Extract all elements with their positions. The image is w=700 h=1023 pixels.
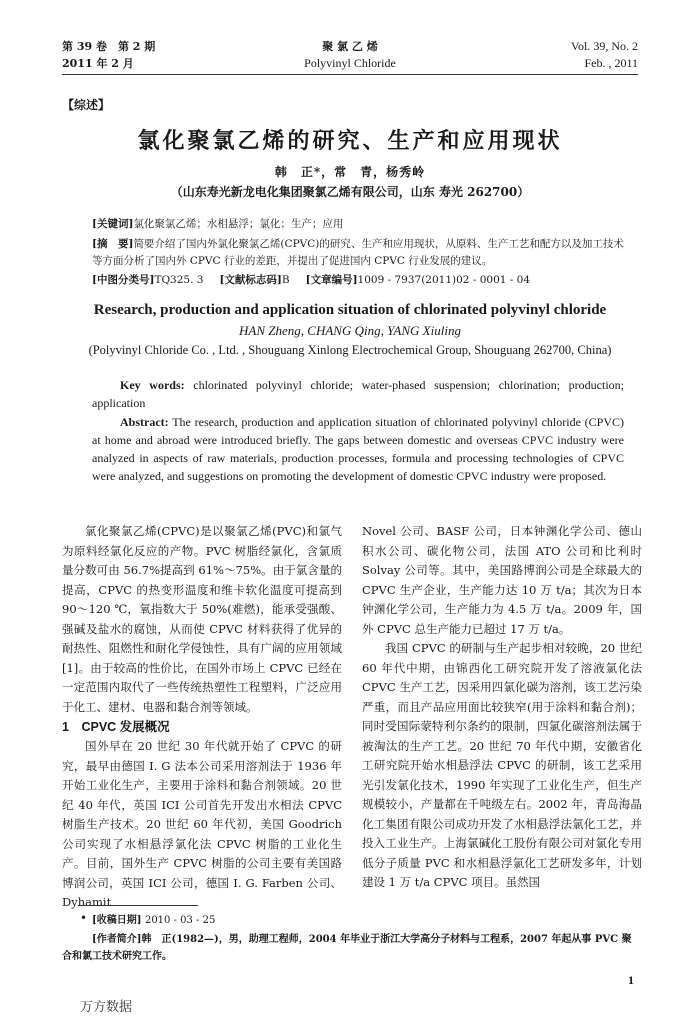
doc-code-value: B: [281, 274, 290, 286]
authors-zh: 韩 正*，常 青，杨秀岭: [274, 165, 426, 179]
volume-issue-zh: 第 39 卷 第 2 期: [62, 40, 156, 53]
abstract-en: [92, 413, 624, 485]
keywords-en-label: Key words:: [120, 378, 185, 392]
journal-title-en: Polyvinyl Chloride: [304, 56, 396, 70]
article-no-value: 1009 - 7937(2011)02 - 0001 - 04: [357, 274, 531, 286]
date-en: Feb. , 2011: [584, 56, 638, 70]
body-column-right: [362, 522, 642, 893]
header-rule: [62, 74, 638, 75]
body-paragraph: Novel 公司、BASF 公司，日本钟渊化学公司、德山积水公司、碳化物公司，法国 ATO 公司和比利时 Solvay 公司等。其中，美国路博润公司是全球最大的 CPVC 生产企业，生产能力达 10 万 t/a；其次为日本钟渊化学公司，生产能力为 4.5 万 t/a。2009 年，国外 CPVC 总生产能力已超过 17 万 t/a。: [362, 524, 642, 636]
keywords-zh-text: 氯化聚氯乙烯；水相悬浮；氯化；生产；应用: [133, 218, 344, 230]
classification-line: [92, 272, 630, 289]
body-paragraph: 氯化聚氯乙烯(CPVC)是以聚氯乙烯(PVC)和氯气为原料经氯化反应的产物。PVC 树脂经氯化，含氯质量分数可由 56.7%提高到 61%～75%。由于氯含量的提高，CPVC 的热变形温度和维卡软化温度可提高到 90～120 ℃，氧指数大于 50%(难燃)，能承受强酸、强碱及盐水的腐蚀，从而使 CPVC 材料获得了优异的耐热性、阻燃性和耐化学侵蚀性，具有广阔的应用领域[1]。由于较高的性价比，在国外市场上 CPVC 已经在一定范围内取代了一些传统热塑性工程塑料，广泛应用于化工、建材、电器和黏合剂等领域。: [62, 524, 342, 714]
authors-en: HAN Zheng, CHANG Qing, YANG Xiuling: [239, 323, 461, 338]
journal-title: [62, 38, 638, 72]
received-label: [收稿日期]: [92, 915, 142, 926]
volume-issue-en: Vol. 39, No. 2: [570, 39, 638, 53]
date-zh: 2011 年 2 月: [62, 57, 134, 70]
author-bio-label: [作者简介]: [92, 934, 142, 945]
abstract-en-text: The research, production and application situation of chlorinated polyvinyl chloride (CPVC) at home and abroad were introduced briefly. The gaps between domestic and overseas CPVC industry were analyzed in aspects of raw materials, production processes, formula and processing technologies of CPVC were analyzed, and suggestions on promoting the development of domestic CPVC industry were proposed.: [92, 415, 624, 483]
footnote-author-bio: [62, 931, 638, 965]
footnote-bullet-icon: •: [80, 911, 88, 925]
keywords-zh: [92, 216, 630, 233]
article-title-en: Research, production and application situation of chlorinated polyvinyl chloride: [93, 302, 607, 318]
abstract-zh: [92, 236, 630, 270]
abstract-en-label: Abstract:: [120, 415, 169, 429]
body-column-left: [62, 522, 342, 913]
keywords-en-text: chlorinated polyvinyl chloride; water-phased suspension; chlorination; production; application: [92, 378, 624, 410]
section-heading: 1 CPVC 发展概况: [62, 720, 170, 734]
page-number: 1: [628, 973, 634, 987]
article-no-label: [文章编号]: [305, 274, 358, 286]
affiliation-en: (Polyvinyl Chloride Co. , Ltd. , Shouguang Xinlong Electrochemical Group, Shouguang 262700, China): [88, 343, 612, 357]
body-paragraph: 国外早在 20 世纪 30 年代就开始了 CPVC 的研究，最早由德国 I. G 法本公司采用溶剂法于 1936 年开始工业化生产，主要用于涂料和黏合剂领域。20 世纪 40 年代，英国 ICI 公司首先开发出水相法 CPVC 树脂生产技术。20 世纪 60 年代初，美国 Goodrich 公司实现了水相悬浮氯化法 CPVC 树脂的工业化生产。目前，国外生产 CPVC 树脂的公司主要有美国路博润公司，英国 ICI 公司，德国 I. G. Farben 公司、Dyhamit: [62, 739, 342, 909]
running-header: [62, 38, 638, 72]
body-paragraph: 我国 CPVC 的研制与生产起步相对较晚，20 世纪 60 年代中期，由锦西化工研究院开发了溶液氯化法 CPVC 生产工艺，因采用四氯化碳为溶剂，该工艺污染严重，而且产品应用面比较狭窄(用于涂料和黏合剂)；同时受国际蒙特利尔条约的限制，四氯化碳溶剂法属于被淘汰的生产工艺。20 世纪 70 年代中期，安徽省化工研究院开始水相悬浮法 CPVC 的研制，该工艺采用光引发氯化技术，1990 年实现了工业化生产，但生产规模较小，产量都在千吨级左右。2002 年，青岛海晶化工集团有限公司成功开发了水相悬浮法氯化工艺，并投入工业生产。上海氯碱化工股份有限公司对氯化专用低分子质量 PVC 和水相悬浮氯化工艺研发多年，计划建设 1 万 t/a CPVC 项目。虽然国: [362, 641, 642, 889]
abstract-zh-label: [摘 要]: [92, 238, 134, 250]
watermark-text: 万方数据: [80, 1000, 133, 1015]
footnote-rule: [78, 905, 198, 906]
section-tag: 【综述】: [62, 98, 111, 112]
received-date: 2010 - 03 - 25: [144, 915, 216, 926]
journal-volume-en: [571, 38, 638, 72]
keywords-en: [92, 376, 624, 412]
affiliation-zh: （山东寿光新龙电化集团聚氯乙烯有限公司，山东 寿光 262700）: [170, 185, 530, 199]
clc-value: TQ325. 3: [154, 274, 204, 286]
article-title-zh: 氯化聚氯乙烯的研究、生产和应用现状: [137, 128, 563, 154]
author-bio-text: 韩 正(1982—)，男，助理工程师，2004 年毕业于浙江大学高分子材料与工程系，2007 年起从事 PVC 聚合和氯工技术研究工作。: [62, 934, 632, 962]
footnote-received: [92, 912, 638, 929]
keywords-zh-label: [关键词]: [92, 218, 134, 230]
clc-label: [中图分类号]: [92, 274, 155, 286]
doc-code-label: [文献标志码]: [219, 274, 282, 286]
abstract-zh-text: 简要介绍了国内外氯化聚氯乙烯(CPVC)的研究、生产和应用现状，从原料、生产工艺和配方以及加工技术等方面分析了国内外 CPVC 行业的差距，并提出了促进国内 CPVC 行业发展的建议。: [92, 238, 624, 267]
journal-title-zh: 聚 氯 乙 烯: [322, 40, 378, 53]
